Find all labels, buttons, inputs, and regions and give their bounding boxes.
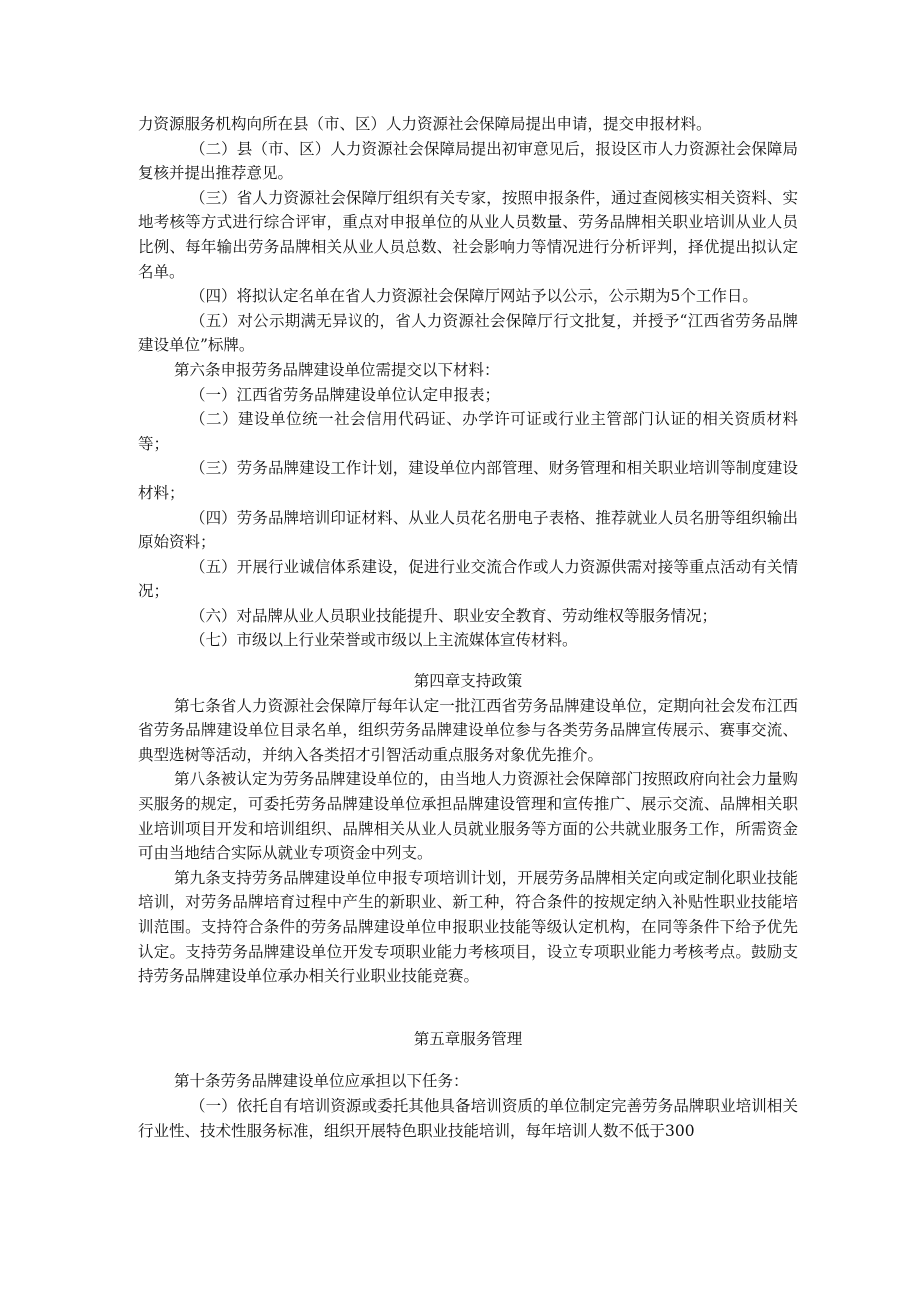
paragraph: （五）对公示期满无异议的，省人力资源社会保障厅行文批复，并授予“江西省劳务品牌建设单位”标牌。 — [138, 311, 798, 355]
article-6: 第六条申报劳务品牌建设单位需提交以下材料： — [174, 360, 500, 379]
list-item: （四）劳务品牌培训印证材料、从业人员花名册电子表格、推荐就业人员名册等组织输出原始资料； — [138, 508, 798, 552]
list-item: （二）建设单位统一社会信用代码证、办学许可证或行业主管部门认证的相关资质材料等； — [138, 410, 798, 453]
list-item: （七）市级以上行业荣誉或市级以上主流媒体宣传材料。 — [190, 631, 578, 650]
chapter-5-heading: 第五章服务管理 — [413, 1029, 523, 1048]
list-item: （六）对品牌从业人员职业技能提升、职业安全教育、劳动维权等服务情况； — [190, 606, 718, 625]
article-9: 第九条支持劳务品牌建设单位申报专项培训计划，开展劳务品牌相关定向或定制化职业技能培训，对劳务品牌培育过程中产生的新职业、新工种，符合条件的按规定纳入补贴性职业技能培训范围。支持符合条件的劳务品牌建设单位申报职业技能等级认定机构，在同等条件下给予优先认定。支持劳务品牌建设单位开发专项职业能力考核项目，设立专项职业能力考核考点。鼓励支持劳务品牌建设单位承办相关行业职业技能竞赛。 — [138, 868, 798, 986]
list-item: （一）江西省劳务品牌建设单位认定申报表； — [190, 385, 501, 404]
list-item: （五）开展行业诚信体系建设，促进行业交流合作或人力资源供需对接等重点活动有关情况； — [138, 557, 798, 601]
chapter-4-heading: 第四章支持政策 — [413, 672, 523, 691]
paragraph: （二）县（市、区）人力资源社会保障局提出初审意见后，报设区市人力资源社会保障局复核并提出推荐意见。 — [138, 139, 798, 183]
paragraph: 力资源服务机构向所在县（市、区）人力资源社会保障局提出申请，提交申报材料。 — [138, 115, 712, 133]
article-10: 第十条劳务品牌建设单位应承担以下任务： — [174, 1072, 469, 1091]
list-item: （三）劳务品牌建设工作计划，建设单位内部管理、财务管理和相关职业培训等制度建设材料； — [138, 459, 798, 502]
paragraph: （四）将拟认定名单在省人力资源社会保障厅网站予以公示，公示期为5个工作日。 — [190, 287, 758, 306]
article-8: 第八条被认定为劳务品牌建设单位的，由当地人力资源社会保障部门按照政府向社会力量购买服务的规定，可委托劳务品牌建设单位承担品牌建设管理和宣传推广、展示交流、品牌相关职业培训项目开发和培训组织、品牌相关从业人员就业服务等方面的公共就业服务工作，所需资金可由当地结合实际从就业专项资金中列支。 — [138, 770, 798, 863]
paragraph: （三）省人力资源社会保障厅组织有关专家，按照申报条件，通过查阅核实相关资料、实地考核等方式进行综合评审，重点对申报单位的从业人员数量、劳务品牌相关职业培训从业人员比例、每年输出劳务品牌相关从业人员总数、社会影响力等情况进行分析评判，择优提出拟认定名单。 — [138, 188, 798, 281]
document-page — [138, 112, 798, 1143]
list-item: （一）依托自有培训资源或委托其他具备培训资质的单位制定完善劳务品牌职业培训相关行业性、技术性服务标准，组织开展特色职业技能培训，每年培训人数不低于300 — [138, 1096, 798, 1140]
article-7: 第七条省人力资源社会保障厅每年认定一批江西省劳务品牌建设单位，定期向社会发布江西省劳务品牌建设单位目录名单，组织劳务品牌建设单位参与各类劳务品牌宣传展示、赛事交流、典型选树等活动，并纳入各类招才引智活动重点服务对象优先推介。 — [138, 696, 798, 764]
